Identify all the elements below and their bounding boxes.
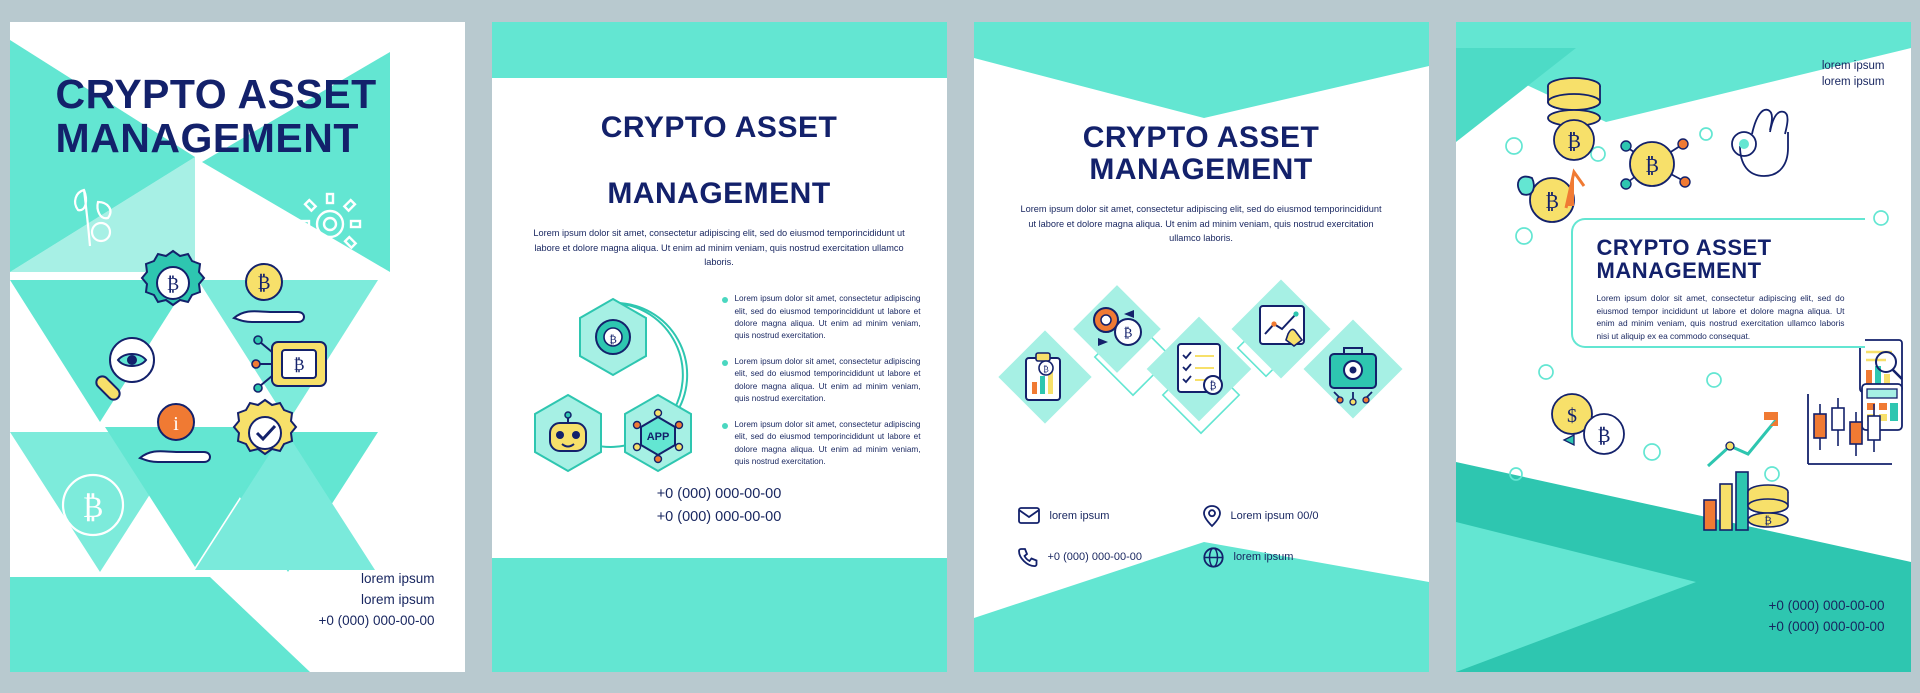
bitcoin-network-icon (1621, 139, 1690, 189)
page3-contact-list (1018, 505, 1388, 568)
info-hand-icon (136, 400, 218, 474)
contact-text: +0 (000) 000-00-00 (1047, 551, 1142, 563)
svg-text:i: i (172, 412, 179, 435)
bitcoin-outline-icon (60, 472, 126, 538)
svg-text:₿: ₿ (1763, 514, 1772, 527)
contact-item-website[interactable] (1203, 547, 1388, 568)
cover-footer (319, 569, 435, 632)
page2-title-line2: MANAGEMENT (607, 176, 831, 210)
footer-phone-2: +0 (000) 000-00-00 (1768, 618, 1885, 634)
hand-coin-icon (232, 260, 310, 330)
page3-diamond-icon-row (994, 272, 1414, 457)
contact-text: lorem ipsum (1049, 509, 1110, 522)
page3-title-block (974, 122, 1429, 246)
bullet-dot-icon (722, 297, 728, 303)
phone-line-2: +0 (000) 000-00-00 (656, 509, 782, 526)
list-item (722, 293, 921, 343)
dollar-bitcoin-icon (1552, 394, 1624, 454)
gear-icon (298, 192, 362, 256)
svg-text:₿: ₿ (292, 356, 305, 374)
coin-stack-icon (1548, 78, 1600, 160)
contact-text: lorem ipsum (1233, 551, 1294, 563)
page4-corner-text (1822, 58, 1885, 91)
page2-phone-block (492, 483, 947, 529)
phone-icon (1018, 547, 1038, 567)
footer-line-2: lorem ipsum (360, 591, 435, 607)
bitcoin-gear-icon (138, 248, 208, 318)
contact-item-email[interactable] (1018, 505, 1203, 527)
location-pin-icon (1203, 505, 1221, 527)
bullet-dot-icon (722, 360, 728, 366)
svg-text:₿: ₿ (1566, 130, 1581, 153)
brochure-page-backcover (1456, 22, 1911, 672)
svg-text:$: $ (1566, 404, 1577, 427)
page-title-line1: CRYPTO ASSET (55, 70, 377, 117)
page3-intro-paragraph: Lorem ipsum dolor sit amet, consectetur adipiscing elit, sed do eiusmod temporincididunt ut labore et dolore magna aliqua. Ut enim ad minim veniam, quis nostrud exercitation ullamco laboris. (1020, 204, 1382, 243)
svg-text:₿: ₿ (1123, 324, 1132, 340)
page2-title-line1: CRYPTO ASSET (600, 110, 838, 144)
footer-line-1: lorem ipsum (360, 570, 435, 586)
contact-item-address[interactable] (1203, 505, 1388, 527)
page3-title-line1: CRYPTO ASSET (1082, 120, 1320, 154)
page4-title-line1: CRYPTO ASSET (1596, 234, 1772, 260)
bullet-dot-icon (722, 423, 728, 429)
corner-line-1: lorem ipsum (1821, 59, 1885, 72)
svg-text:₿: ₿ (166, 273, 179, 294)
contact-text: Lorem ipsum 00/0 (1230, 509, 1319, 522)
chart-clipboard-icon (998, 330, 1091, 423)
brochure-page-features (492, 22, 947, 672)
svg-text:₿: ₿ (256, 272, 271, 294)
check-gear-icon (228, 396, 302, 470)
hand-ok-icon (1732, 109, 1788, 175)
brochure-page-cover (10, 22, 465, 672)
phone-line-1: +0 (000) 000-00-00 (656, 486, 782, 503)
page4-footer (1769, 596, 1885, 638)
wallet-network-icon (252, 328, 336, 404)
svg-text:₿: ₿ (82, 490, 103, 524)
bullet-text: Lorem ipsum dolor sit amet, consectetur adipiscing elit, sed do eiusmod temporincididunt ut labore et dolore magna aliqua. Ut enim ad minim veniam, quis nostrud exercitation. (734, 294, 921, 341)
list-item (722, 419, 921, 469)
sprout-bitcoin-icon (1517, 172, 1583, 222)
hexagon-cluster (518, 289, 708, 504)
bullet-text: Lorem ipsum dolor sit amet, consectetur adipiscing elit, sed do eiusmod temporincididunt ut labore et dolore magna aliqua. Ut enim ad minim veniam, quis nostrud exercitation. (734, 419, 921, 467)
page-title-line2: MANAGEMENT (55, 114, 359, 161)
sprout-icon (68, 180, 130, 248)
growth-arrow-icon (1708, 412, 1778, 466)
svg-text:APP: APP (646, 431, 669, 444)
page4-title-line2: MANAGEMENT (1596, 258, 1762, 284)
svg-text:₿: ₿ (1042, 364, 1049, 374)
footer-phone: +0 (000) 000-00-00 (318, 612, 435, 628)
contact-item-phone[interactable] (1018, 547, 1203, 568)
footer-phone-1: +0 (000) 000-00-00 (1768, 597, 1885, 613)
page3-title-line2: MANAGEMENT (1089, 152, 1313, 186)
svg-text:₿: ₿ (1544, 190, 1559, 213)
mail-icon (1018, 507, 1040, 524)
page4-info-card (1571, 218, 1865, 348)
cover-title-block (56, 72, 426, 161)
svg-text:₿: ₿ (1596, 425, 1611, 447)
page2-content-panel (492, 78, 947, 558)
page4-card-paragraph: Lorem ipsum dolor sit amet, consectetur adipiscing elit, sed do eiusmod tempor incididunt ut labore et dolore magna aliqua. Ut enim ad minim veniam, quis nostrud exercitation ullamco laboris nisi ut aliquip ex ea commodo consequat. (1596, 293, 1845, 341)
svg-text:₿: ₿ (1644, 154, 1659, 177)
svg-text:₿: ₿ (608, 334, 617, 347)
globe-icon (1203, 547, 1224, 568)
brochure-page-contacts (974, 22, 1429, 672)
corner-line-2: lorem ipsum (1821, 76, 1885, 89)
page2-intro-paragraph: Lorem ipsum dolor sit amet, consectetur adipiscing elit, sed do eiusmod temporincididunt ut labore et dolore magna aliqua. Ut enim ad minim veniam, quis nostrud exercitation ullamco laboris. (533, 228, 905, 267)
gear-bitcoin-icon (1073, 285, 1161, 373)
svg-text:₿: ₿ (1209, 380, 1216, 392)
bullet-text: Lorem ipsum dolor sit amet, consectetur adipiscing elit, sed do eiusmod temporincididunt ut labore et dolore magna aliqua. Ut enim ad minim veniam, quis nostrud exercitation. (734, 356, 921, 404)
list-item (722, 356, 921, 406)
